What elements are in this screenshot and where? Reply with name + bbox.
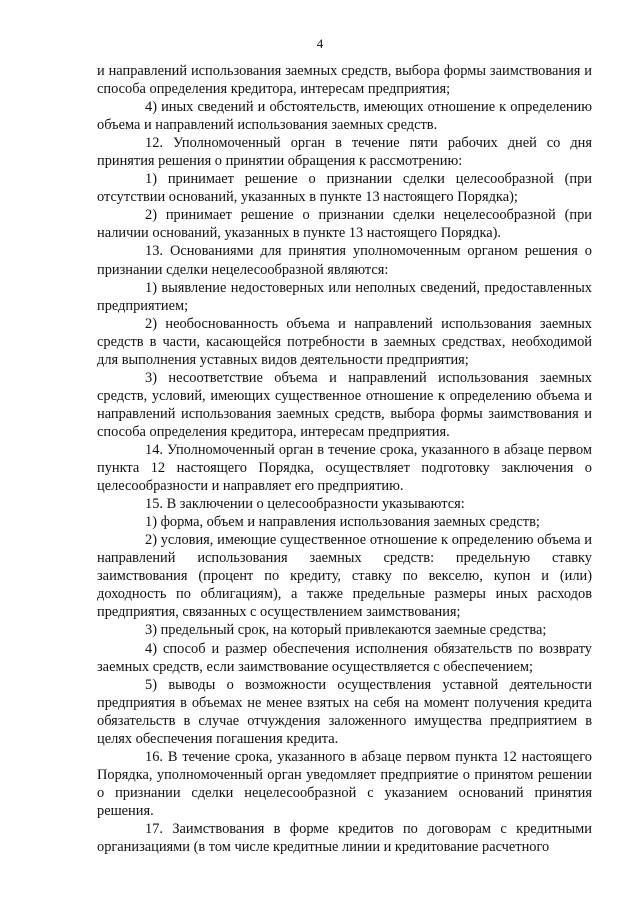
paragraph: 2) принимает решение о признании сделки нецелесообразной (при наличии оснований, указанных в пункте 13 настоящего Порядка). [97,207,592,242]
paragraph: 2) условия, имеющие существенное отношение к определению объема и направлений использования заемных средств: предельную ставку заимствования (процент по кредиту, ставку по векселю, купон и (или) доходность по облигациям), а также предельные размеры иных расходов предприятия, связанных с осуществлением заимствования; [97,532,592,621]
paragraph: и направлений использования заемных средств, выбора формы заимствования и способа определения кредитора, интересам предприятия; [97,63,592,98]
paragraph: 17. Заимствования в форме кредитов по договорам с кредитными организациями (в том числе кредитные линии и кредитование расчетного [97,820,592,856]
paragraph: 16. В течение срока, указанного в абзаце первом пункта 12 настоящего Порядка, уполномоченный орган уведомляет предприятие о принятом решении о признании сделки нецелесообразной с указанием оснований принятия решения. [97,748,592,819]
paragraph: 1) форма, объем и направления использования заемных средств; [145,514,540,531]
paragraph: 4) иных сведений и обстоятельств, имеющих отношение к определению объема и направлений использования заемных средств. [97,99,592,134]
paragraph: 4) способ и размер обеспечения исполнения обязательств по возврату заемных средств, если заимствование осуществляется с обеспечением; [97,640,592,675]
document-body [97,62,592,856]
page-number: 4 [316,36,324,51]
paragraph: 3) предельный срок, на который привлекаются заемные средства; [145,622,547,639]
paragraph: 15. В заключении о целесообразности указываются: [145,496,465,513]
paragraph: 14. Уполномоченный орган в течение срока, указанного в абзаце первом пункта 12 настоящего Порядка, осуществляет подготовку заключения о целесообразности и направляет его предприятию. [97,441,592,495]
paragraph: 13. Основаниями для принятия уполномоченным органом решения о признании сделки нецелесообразной являются: [97,243,592,278]
paragraph: 1) принимает решение о признании сделки целесообразной (при отсутствии оснований, указанных в пункте 13 настоящего Порядка); [97,171,592,206]
paragraph: 5) выводы о возможности осуществления уставной деятельности предприятия в объемах не менее взятых на себя на момент получения кредита обязательств в случае отчуждения заложенного имущества предприятием в целях обеспечения погашения кредита. [97,676,592,747]
paragraph: 2) необоснованность объема и направлений использования заемных средств в части, касающейся потребности в заемных средствах, необходимой для выполнения уставных видов деятельности предприятия; [97,315,592,368]
paragraph: 1) выявление недостоверных или неполных сведений, предоставленных предприятием; [97,279,592,314]
paragraph: 3) несоответствие объема и направлений использования заемных средств, условий, имеющих существенное отношение к определению объема и направлений использования заемных средств, выбора формы заимствования и способа определения кредитора, интересам предприятия. [97,369,592,440]
paragraph: 12. Уполномоченный орган в течение пяти рабочих дней со дня принятия решения о принятии обращения к рассмотрению: [97,135,592,170]
